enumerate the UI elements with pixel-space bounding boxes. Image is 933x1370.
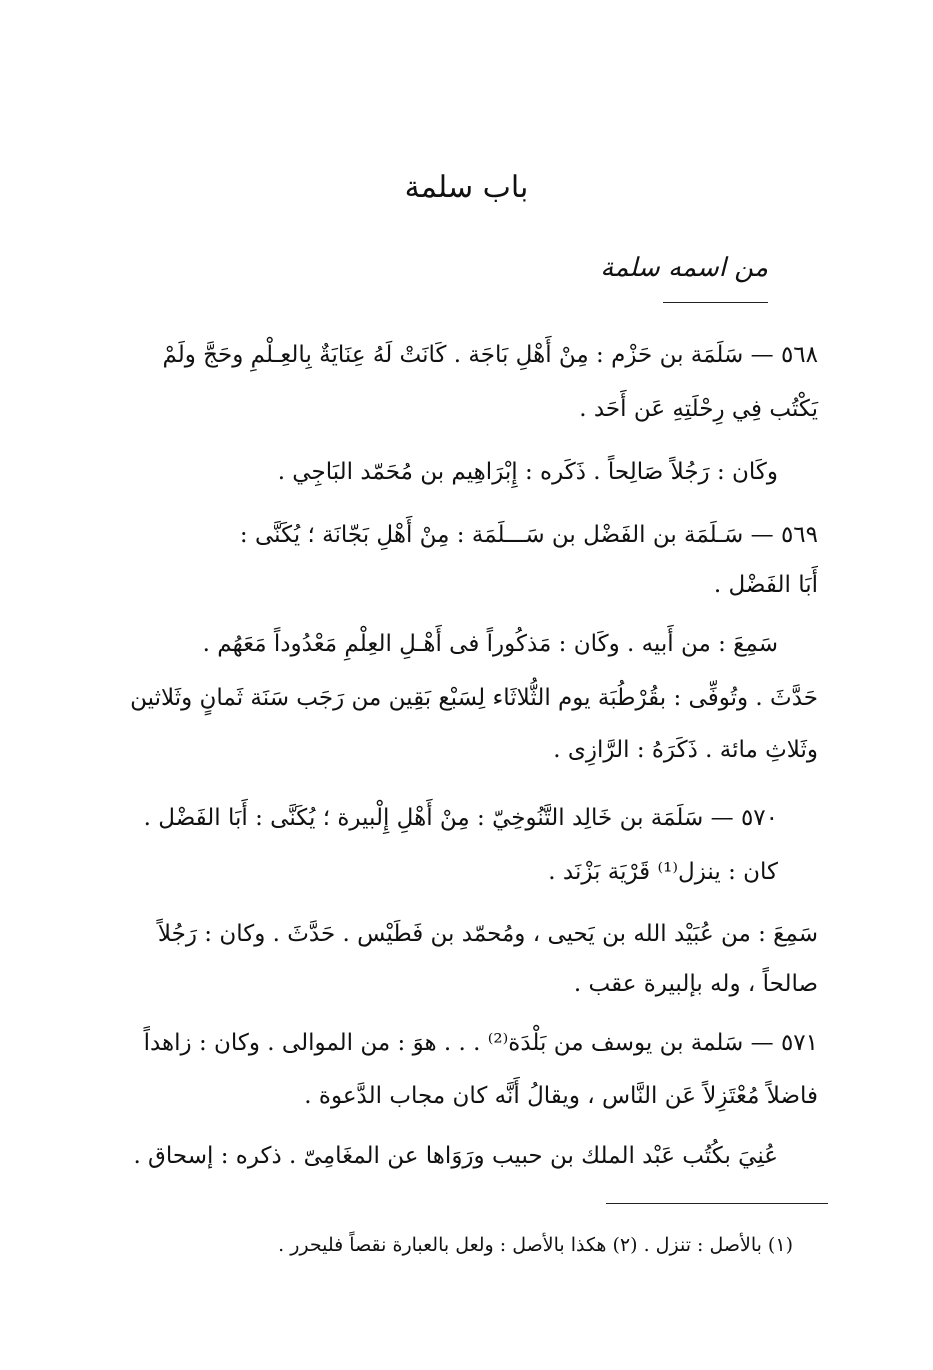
footnote-separator	[606, 1203, 828, 1204]
entry-568-line-2: يَكْتُب فِي رِحْلَتِهِ عَن أَحَد .	[579, 396, 818, 422]
page-title: باب سلمة	[404, 170, 529, 205]
entry-570-line-1: ٥٧٠ — سَلَمَة بن خَالِد التَّنُوخِيّ : مِنْ أَهْلِ إِلْبيرة ؛ يُكَنَّى : أَبَا الفَضْل .	[143, 805, 778, 831]
footnote: (١) بالأصل : تنزل . (٢) هكذا بالأصل : ولعل بالعبارة نقصاً فليحرر .	[278, 1234, 793, 1256]
entry-570-line-3: سَمِعَ : من عُبَيْد الله بن يَحيى ، ومُحمّد بن فَطَيْس . حَدَّثَ . وكان : رَجُلاً	[157, 921, 818, 947]
entry-569-line-4: حَدَّثَ . وتُوفِّى : بقُرْطُبَة يوم الثُّلاثَاء لِسَبْع بَقِين من رَجَب سَنَة ثَمانٍ وثَلاثين	[130, 685, 818, 711]
entry-571-line-1: ٥٧١ — سَلمة بن يوسف من بَلْدَة⁽²⁾ . . . هوَ : من الموالى . وكان : زاهداً	[143, 1030, 818, 1056]
entry-569-line-5: وثَلاثِ مائة . ذَكَرَهُ : الرَّازِى .	[553, 737, 818, 763]
entry-569-line-1: ٥٦٩ — سَـلَمَة بن الفَضْل بن سَـــلَمَة : مِنْ أَهْلِ بَجّانَة ؛ يُكَنَّى :	[239, 522, 818, 548]
entry-570-line-2: كان : ينزل⁽¹⁾ قَرْيَة بَزْنَد .	[548, 859, 778, 885]
entry-570-line-4: صالحاً ، وله بإلبيرة عقب .	[573, 971, 818, 997]
entry-571-line-2: فاضلاً مُعْتَزِلاً عَن النَّاس ، ويقالُ أَنَّه كان مجاب الدَّعوة .	[304, 1083, 818, 1109]
entry-568-line-1: ٥٦٨ — سَلَمَة بن حَزْم : مِنْ أَهْلِ بَاجَة . كَانَتْ لَهُ عِنَايَةٌ بِالعِـلْمِ وحَجَّ ولَمْ	[162, 342, 818, 368]
entry-568-line-3: وكَان : رَجُلاً صَالِحاً . ذَكَره : إِبْرَاهِيم بن مُحَمّد البَاجِي .	[277, 459, 778, 485]
entry-571-line-3: عُنِيَ بكُتُب عَبْد الملك بن حبيب ورَوَاها عن المغَامِىّ . ذكره : إسحاق .	[133, 1143, 778, 1169]
entry-569-line-2: أَبَا الفَضْل .	[713, 572, 818, 598]
section-subheading: من اسمه سلمة	[600, 253, 768, 283]
subheading-underline	[663, 302, 768, 303]
entry-569-line-3: سَمِعَ : من أَبيه . وكَان : مَذكُوراً فى أَهْـلِ العِلْمِ مَعْدُوداً مَعَهُم .	[202, 631, 778, 657]
